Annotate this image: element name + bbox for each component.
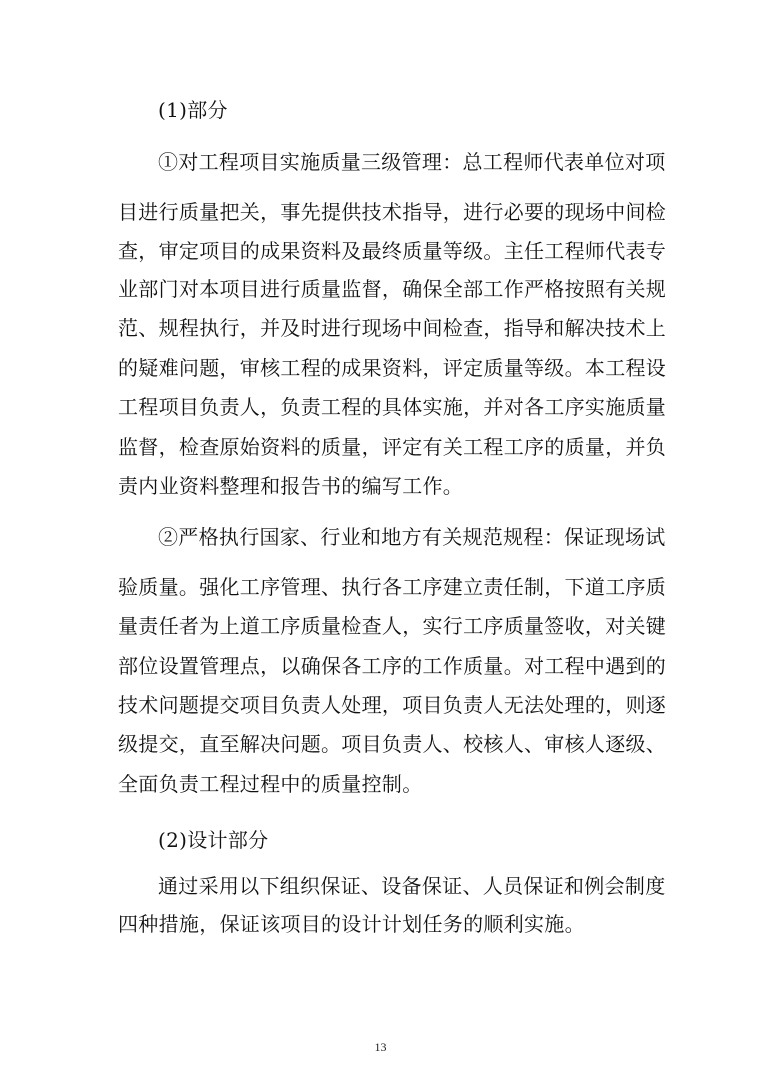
paragraph-line: ②严格执行国家、行业和地方有关规范规程：保证现场试 <box>158 525 666 549</box>
paragraph-line: 目进行质量把关，事先提供技术指导，进行必要的现场中间检 <box>118 200 667 224</box>
paragraph-line: ①对工程项目实施质量三级管理：总工程师代表单位对项 <box>158 150 666 174</box>
paragraph-line: 验质量。强化工序管理、执行各工序建立责任制，下道工序质 <box>118 575 667 599</box>
paragraph-line: 查，审定项目的成果资料及最终质量等级。主任工程师代表专 <box>118 239 667 263</box>
section-heading-2: (2)设计部分 <box>158 828 269 852</box>
paragraph-line: 四种措施，保证该项目的设计计划任务的顺利实施。 <box>118 912 585 936</box>
paragraph-line: 责内业资料整理和报告书的编写工作。 <box>118 474 464 498</box>
page-number: 13 <box>374 1040 387 1054</box>
paragraph-line: 工程项目负责人，负责工程的具体实施，并对各工序实施质量 <box>118 395 667 419</box>
paragraph-line: 技术问题提交项目负责人处理，项目负责人无法处理的，则逐 <box>118 693 667 717</box>
section-heading-1: (1)部分 <box>158 98 228 122</box>
paragraph-line: 量责任者为上道工序质量检查人，实行工序质量签收，对关键 <box>118 614 667 638</box>
paragraph-line: 级提交，直至解决问题。项目负责人、校核人、审核人逐级、 <box>118 732 667 756</box>
paragraph-line: 部位设置管理点，以确保各工序的工作质量。对工程中遇到的 <box>118 654 667 678</box>
paragraph-line: 通过采用以下组织保证、设备保证、人员保证和例会制度 <box>158 874 666 898</box>
paragraph-line: 业部门对本项目进行质量监督，确保全部工作严格按照有关规 <box>118 277 667 301</box>
paragraph-line: 范、规程执行，并及时进行现场中间检查，指导和解决技术上 <box>118 316 667 340</box>
paragraph-line: 全面负责工程过程中的质量控制。 <box>118 772 423 796</box>
paragraph-line: 监督，检查原始资料的质量，评定有关工程工序的质量，并负 <box>118 435 667 459</box>
paragraph-line: 的疑难问题，审核工程的成果资料，评定质量等级。本工程设 <box>118 356 667 380</box>
